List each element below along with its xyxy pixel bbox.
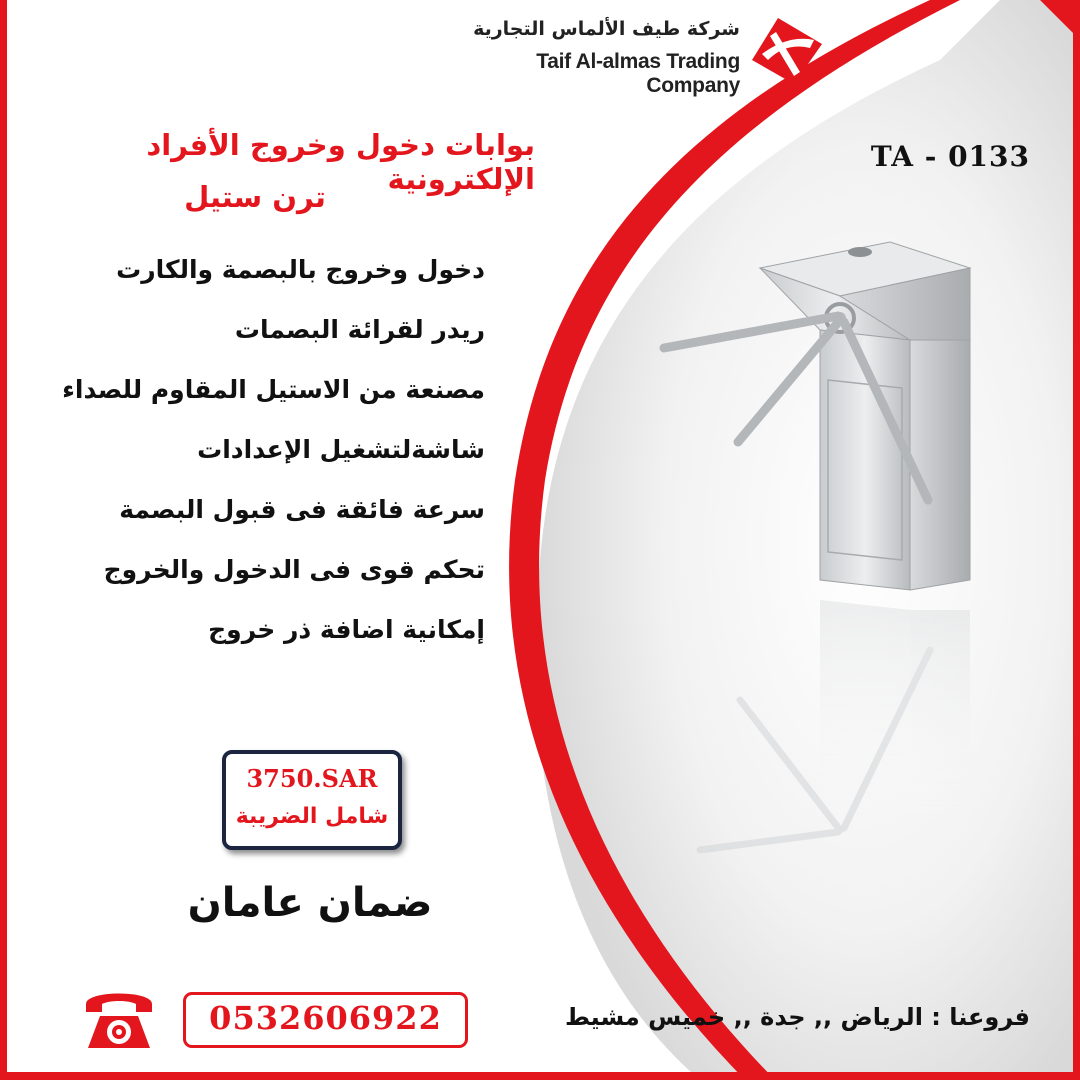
feature-item: دخول وخروج بالبصمة والكارت (116, 255, 485, 284)
price-amount: 3750.SAR (246, 764, 378, 793)
feature-item: سرعة فائقة فى قبول البصمة (119, 495, 485, 524)
feature-list (60, 244, 485, 664)
feature-item: إمكانية اضافة ذر خروج (208, 615, 485, 644)
price-badge (222, 750, 402, 850)
company-name-arabic: شركة طيف الألماس التجارية (473, 18, 740, 40)
phone-number-box (183, 992, 468, 1048)
product-subtitle: ترن ستيل (184, 180, 326, 214)
red-frame-left (0, 0, 7, 1080)
phone-number: 0532606922 (209, 999, 442, 1037)
tax-note: شامل الضريبة (235, 804, 389, 829)
feature-item: مصنعة من الاستيل المقاوم للصداء (62, 375, 485, 404)
red-frame-bottom (0, 1072, 1080, 1080)
red-frame-right (1073, 0, 1080, 1080)
product-code: TA - 0133 (870, 140, 1030, 173)
telephone-icon (80, 982, 158, 1054)
feature-item: ريدر لقرائة البصمات (234, 315, 485, 344)
company-name-english: Taif Al-almas Trading Company (536, 50, 740, 97)
warranty-text: ضمان عامان (187, 880, 433, 926)
feature-item: تحكم قوى فى الدخول والخروج (103, 555, 485, 584)
product-title: بوابات دخول وخروج الأفراد الإلكترونية (146, 128, 535, 196)
branches-text: فروعنا : الرياض ,, جدة ,, خميس مشيط (564, 1003, 1030, 1031)
feature-item: شاشةلتشغيل الإعدادات (197, 435, 485, 464)
turnstile-gate-image (640, 230, 1000, 880)
company-logo-icon (748, 14, 826, 88)
